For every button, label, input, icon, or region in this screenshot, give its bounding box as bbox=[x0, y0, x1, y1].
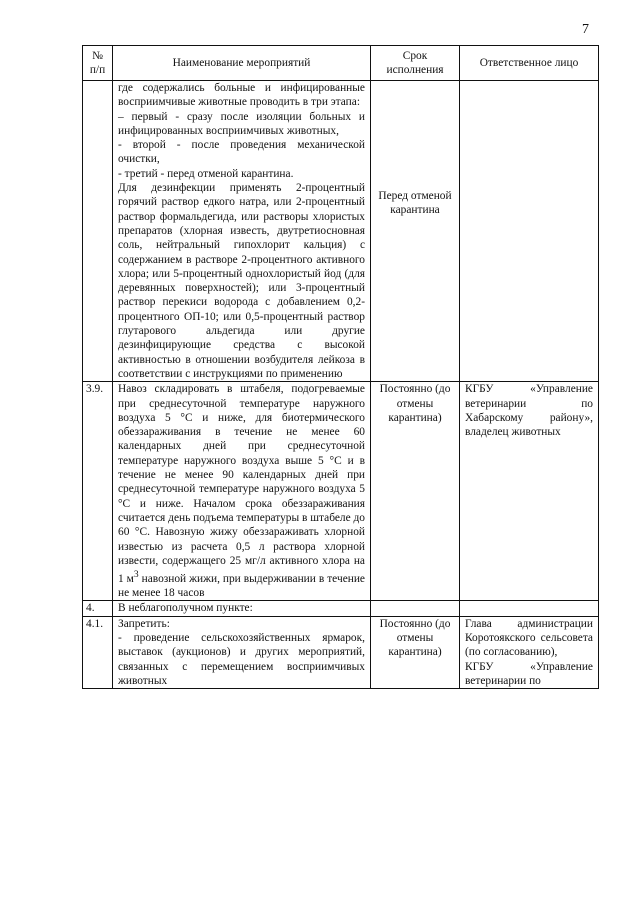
header-term: Срок исполнения bbox=[371, 46, 460, 81]
table-row-4-1 bbox=[83, 616, 599, 688]
cell-empty bbox=[460, 601, 599, 616]
cell-number-empty bbox=[83, 81, 113, 382]
cell-term: Постоянно (до отмены карантина) bbox=[371, 382, 460, 601]
cell-term: Постоянно (до отмены карантина) bbox=[371, 616, 460, 688]
text-line: - третий - перед отменой карантина. bbox=[118, 167, 294, 180]
cell-section-title: В неблагополучном пункте: bbox=[113, 601, 371, 616]
text-line: КГБУ «Управление ветеринарии по bbox=[465, 660, 593, 687]
table-row-continued bbox=[83, 81, 599, 382]
table-header-row bbox=[83, 46, 599, 81]
text-line: Глава администрации Коротоякского сельсовета (по согласованию), bbox=[465, 617, 593, 659]
header-measure-name: Наименование мероприятий bbox=[113, 46, 371, 81]
cell-responsible: КГБУ «Управление ветеринарии по Хабарскому району», владелец животных bbox=[460, 382, 599, 601]
header-responsible: Ответственное лицо bbox=[460, 46, 599, 81]
text-line: Запретить: bbox=[118, 617, 170, 630]
cell-empty bbox=[371, 601, 460, 616]
header-number: № п/п bbox=[83, 46, 113, 81]
table-row-4 bbox=[83, 601, 599, 616]
measure-text-tail: навозной жижи, при выдерживании в течение не менее 18 часов bbox=[118, 572, 365, 600]
cell-number: 4.1. bbox=[83, 616, 113, 688]
page-number: 7 bbox=[582, 22, 589, 37]
superscript: 3 bbox=[133, 570, 139, 581]
cell-measure-disinfection bbox=[113, 81, 371, 382]
measures-table bbox=[82, 45, 599, 689]
text-line: Для дезинфекции применять 2-процентный горячий раствор едкого натра, или 2-процентный раствор формальдегида, или растворы хлористых препаратов (хлорная известь, двутретиосновная соль, нейтральный гипохлорит кальция) с содержанием в растворе 2-процентного активного хлора; или 5-процентный однохлористый йод (для деревянных поверхностей); или 3-процентный раствор перекиси водорода с добавлением 0,2-процентного ОП-10; или 0,5-процентный раствор глутарового альдегида или другие дезинфицирующие средства с высокой активностью в отношении возбудителя лейкоза в соответствии с инструкциями по применению bbox=[118, 182, 365, 380]
term-text: Перед отменой карантина bbox=[378, 190, 452, 217]
cell-responsible bbox=[460, 616, 599, 688]
measure-text: Навоз складировать в штабеля, подогреваемые при среднесуточной температуре наружного воздуха 5 °С и ниже, для биотермического обеззараживания в течение не менее 60 календарных дней при среднесуточной температуре наружного воздуха выше 5 °С и в течение не менее 90 календарных дней при среднесуточной температуре наружного воздуха 5 °С и ниже. Началом срока обеззараживания считается день подъема температуры в штабеле до 60 °С. Навозную жижу обеззараживать хлорной известью из расчета 0,5 л раствора хлорной извести, содержащего 25 мг/л активного хлора на 1 м bbox=[118, 383, 365, 585]
cell-measure-manure bbox=[113, 382, 371, 601]
cell-number: 4. bbox=[83, 601, 113, 616]
table-row-3-9 bbox=[83, 382, 599, 601]
text-line: – первый - сразу после изоляции больных и инфицированных восприимчивых животных, bbox=[118, 110, 365, 137]
cell-measure-prohibit bbox=[113, 616, 371, 688]
text-line: - второй - после проведения механической очистки, bbox=[118, 139, 365, 166]
text-line: - проведение сельскохозяйственных ярмарок, выставок (аукционов) и других мероприятий, связанных с перемещением восприимчивых животных bbox=[118, 632, 365, 687]
cell-number: 3.9. bbox=[83, 382, 113, 601]
cell-responsible-empty bbox=[460, 81, 599, 382]
text-line: где содержались больные и инфицированные восприимчивые животные проводить в три этапа: bbox=[118, 82, 365, 109]
cell-term-before-quarantine-end bbox=[371, 81, 460, 382]
